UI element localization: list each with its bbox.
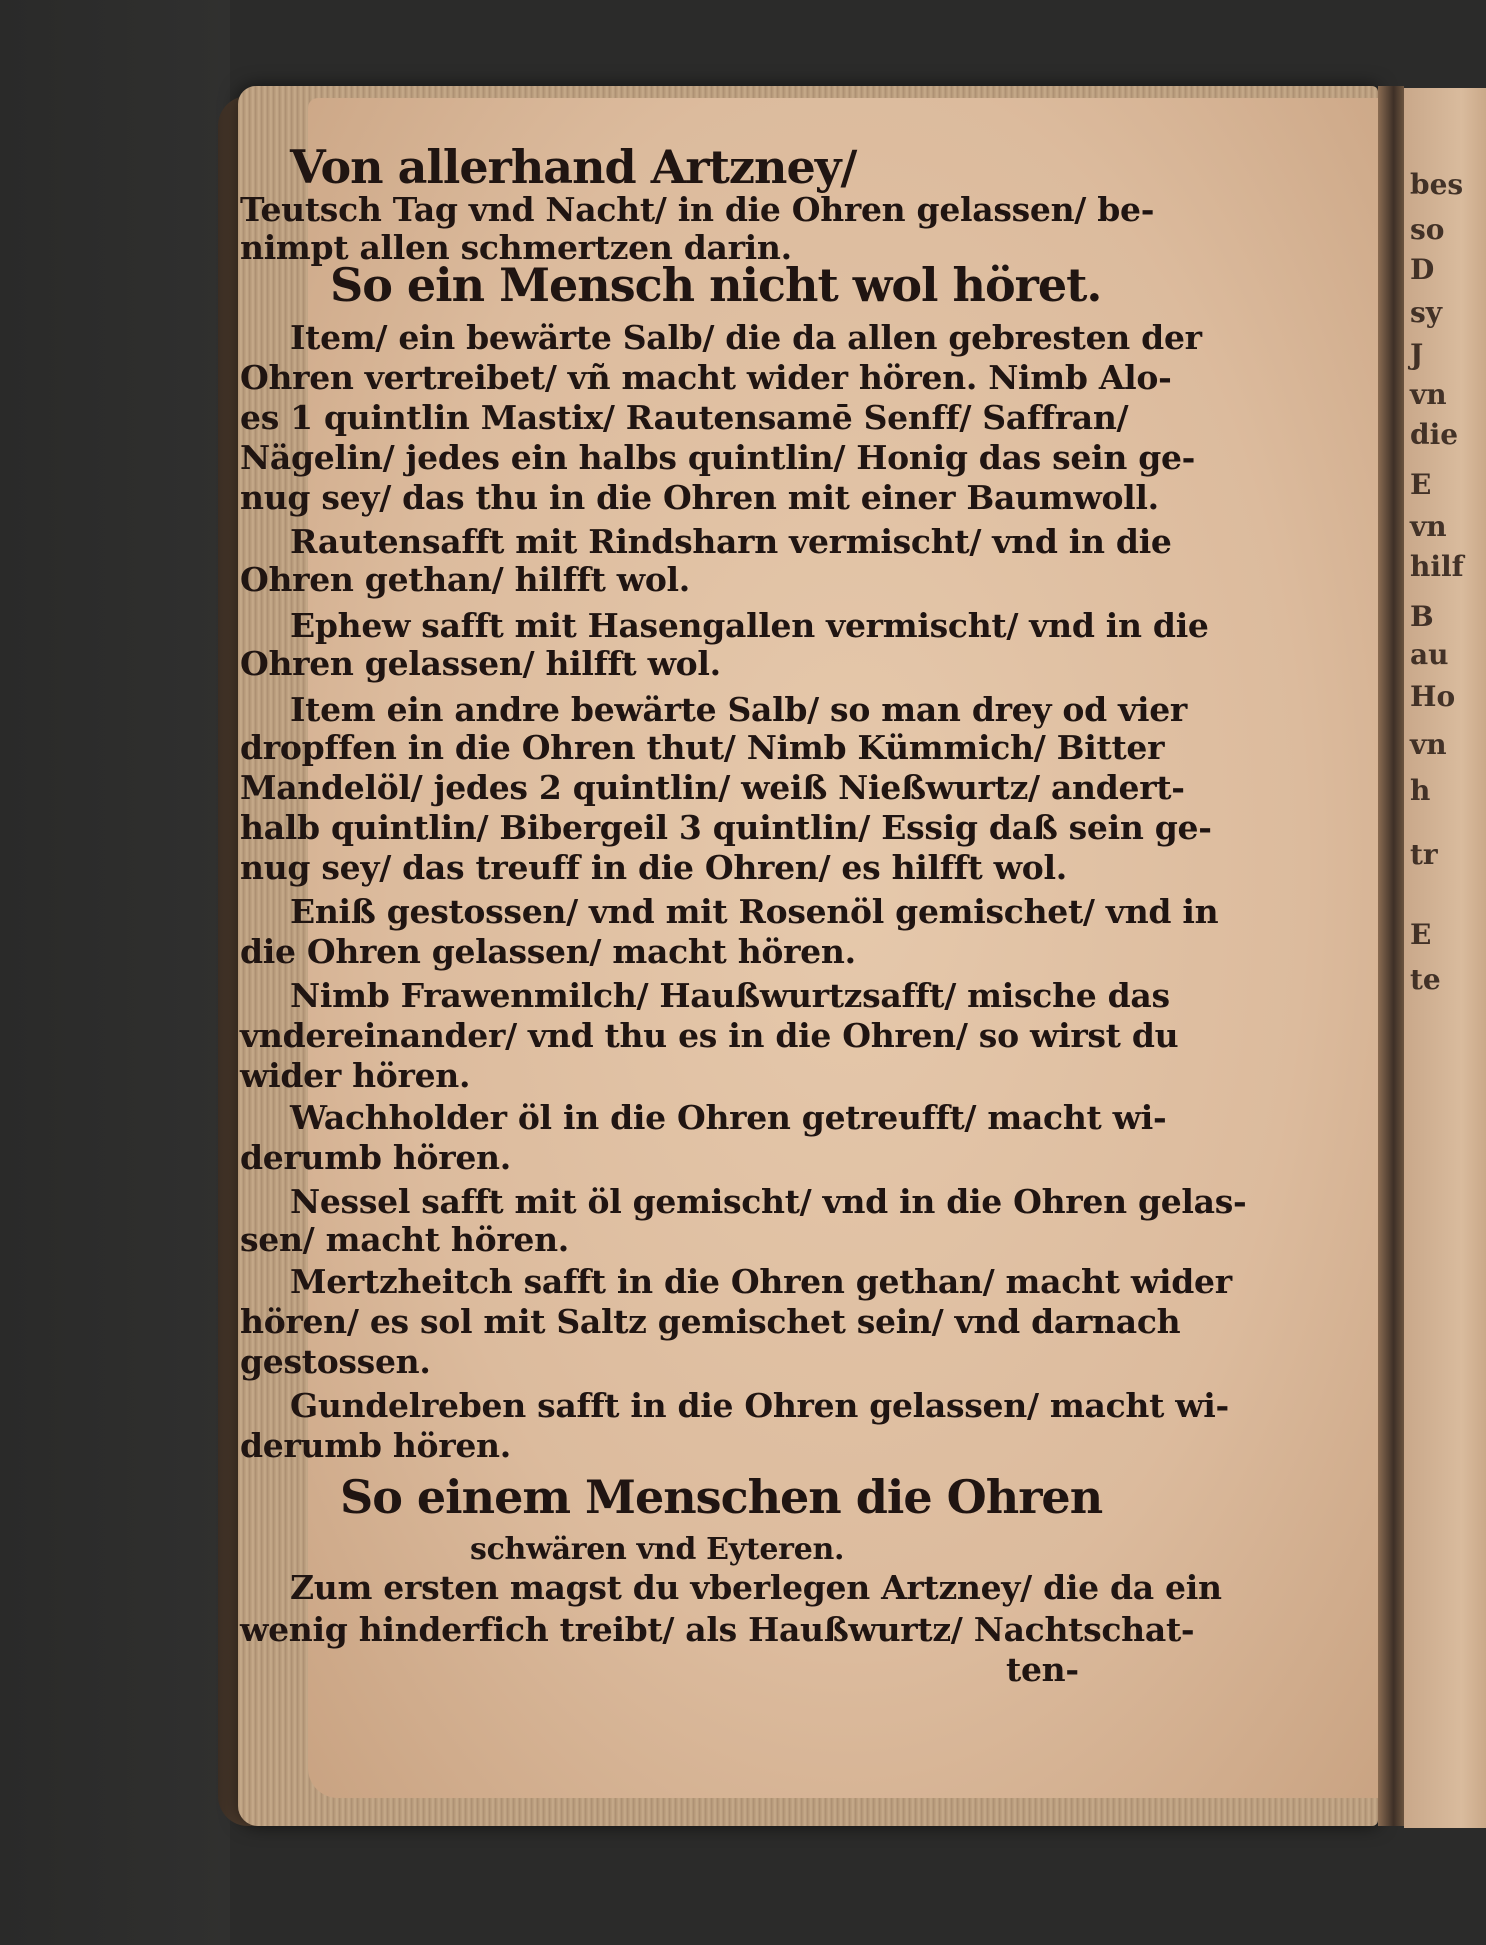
text-line: Mandelöl/ jedes 2 quintlin/ weiß Nießwurtz/ andert- (240, 768, 1185, 807)
right-page-fragment: Ho (1410, 680, 1456, 713)
text-line: Teutsch Tag vnd Nacht/ in die Ohren gelassen/ be- (240, 190, 1155, 229)
text-line: nug sey/ das thu in die Ohren mit einer Baumwoll. (240, 478, 1159, 517)
right-page-fragment: J (1410, 338, 1424, 371)
right-page-fragment: vn (1410, 510, 1447, 543)
text-line: Gundelreben safft in die Ohren gelassen/ macht wi- (290, 1386, 1229, 1425)
book-gutter (1378, 86, 1404, 1826)
right-page-fragment: D (1410, 253, 1435, 286)
background (0, 0, 230, 1945)
text-line: derumb hören. (240, 1138, 511, 1177)
text-line: gestossen. (240, 1342, 431, 1381)
right-page-fragment: vn (1410, 378, 1447, 411)
text-line: ten- (1006, 1650, 1079, 1689)
right-page-fragment: hilf (1410, 550, 1464, 583)
right-page-fragment: bes (1410, 168, 1464, 201)
right-page-fragment: sy (1410, 296, 1443, 329)
text-line: wenig hinderfich treibt/ als Haußwurtz/ Nachtschat- (240, 1610, 1195, 1649)
section-heading: So einem Menschen die Ohren (340, 1470, 1103, 1524)
text-line: Mertzheitch safft in die Ohren gethan/ macht wider (290, 1262, 1232, 1301)
text-line: Nimb Frawenmilch/ Haußwurtzsafft/ mische das (290, 976, 1170, 1015)
right-page-fragment: die (1410, 418, 1459, 451)
right-page-fragment: au (1410, 638, 1449, 671)
right-page-fragment: E (1410, 918, 1432, 951)
text-line: Rautensafft mit Rindsharn vermischt/ vnd in die (290, 522, 1172, 561)
text-line: Wachholder öl in die Ohren getreufft/ macht wi- (290, 1098, 1167, 1137)
text-line: Ephew safft mit Hasengallen vermischt/ vnd in die (290, 606, 1209, 645)
text-line: die Ohren gelassen/ macht hören. (240, 932, 856, 971)
text-line: Eniß gestossen/ vnd mit Rosenöl gemischet/ vnd in (290, 892, 1219, 931)
text-line: Ohren vertreibet/ vñ macht wider hören. Nimb Alo- (240, 358, 1172, 397)
right-page-fragment: so (1410, 213, 1445, 246)
right-page (1404, 88, 1486, 1828)
right-page-fragment: tr (1410, 838, 1438, 871)
section-heading: So ein Mensch nicht wol höret. (330, 258, 1102, 312)
text-line: hören/ es sol mit Saltz gemischet sein/ vnd darnach (240, 1302, 1181, 1341)
right-page-fragment: te (1410, 963, 1441, 996)
right-page-fragment: E (1410, 468, 1432, 501)
text-line: dropffen in die Ohren thut/ Nimb Kümmich/ Bitter (240, 728, 1165, 767)
text-line: vndereinander/ vnd thu es in die Ohren/ so wirst du (240, 1016, 1179, 1055)
text-line: Nessel safft mit öl gemischt/ vnd in die Ohren gelas- (290, 1182, 1247, 1221)
text-line: Ohren gethan/ hilfft wol. (240, 560, 690, 599)
text-line: nug sey/ das treuff in die Ohren/ es hilfft wol. (240, 848, 1067, 887)
text-line: Item/ ein bewärte Salb/ die da allen gebresten der (290, 318, 1202, 357)
text-line: Ohren gelassen/ hilfft wol. (240, 644, 721, 683)
text-line: Nägelin/ jedes ein halbs quintlin/ Honig das sein ge- (240, 438, 1196, 477)
text-line: Item ein andre bewärte Salb/ so man drey od vier (290, 690, 1187, 729)
text-line: Zum ersten magst du vberlegen Artzney/ die da ein (290, 1568, 1222, 1607)
text-line: schwären vnd Eyteren. (470, 1532, 845, 1567)
text-line: derumb hören. (240, 1426, 511, 1465)
section-heading: Von allerhand Artzney/ (290, 140, 857, 194)
right-page-fragment: B (1410, 600, 1434, 633)
text-line: nimpt allen schmertzen darin. (240, 228, 792, 267)
text-line: wider hören. (240, 1056, 471, 1095)
right-page-fragment: h (1410, 774, 1431, 807)
text-line: es 1 quintlin Mastix/ Rautensamē Senff/ Saffran/ (240, 398, 1129, 437)
text-line: halb quintlin/ Bibergeil 3 quintlin/ Essig daß sein ge- (240, 808, 1212, 847)
right-page-fragment: vn (1410, 728, 1447, 761)
text-line: sen/ macht hören. (240, 1220, 569, 1259)
